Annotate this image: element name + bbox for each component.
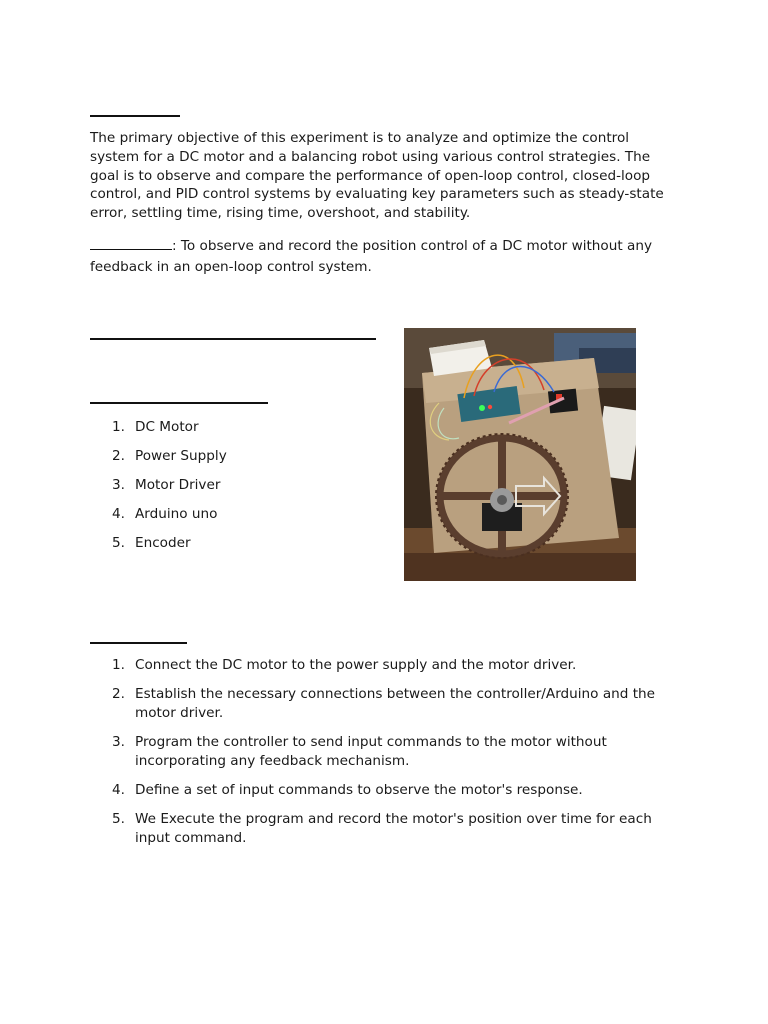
setup-photo xyxy=(404,328,636,581)
motor-setup-illustration xyxy=(404,328,636,581)
procedure-step: We Execute the program and record the motor's position over time for each input command. xyxy=(135,811,652,846)
list-item: 3. Motor Driver xyxy=(112,477,221,493)
objective-paragraph: The primary objective of this experiment is to analyze and optimize the control system for a DC motor and a balancing robot using various control strategies. The goal is to observe and compare the performance of open-loop control, closed-loop control, and PID control systems by evaluating key parameters such as steady-state error, settling time, rising time, overshoot, and stability. xyxy=(90,130,664,222)
open-loop-aim-text: : To observe and record the position control of a DC motor without any feedback in an open-loop control system. xyxy=(90,238,653,275)
component-label: DC Motor xyxy=(135,419,199,435)
components-list xyxy=(90,418,370,563)
heading-rule-objective xyxy=(90,115,180,117)
list-item: 3. Program the controller to send input commands to the motor without incorporating any feedback mechanism. xyxy=(112,734,607,769)
list-item: 5. Encoder xyxy=(112,535,191,551)
open-loop-aim xyxy=(90,236,680,278)
procedure-list xyxy=(90,656,680,858)
component-label: Arduino uno xyxy=(135,506,218,522)
procedure-step: Define a set of input commands to observe the motor's response. xyxy=(135,782,583,798)
list-item: 1. Connect the DC motor to the power supply and the motor driver. xyxy=(112,657,577,673)
list-item: 2. Power Supply xyxy=(112,448,227,464)
component-label: Encoder xyxy=(135,535,191,551)
list-item: 5. We Execute the program and record the motor's position over time for each input command. xyxy=(112,811,652,846)
list-item: 2. Establish the necessary connections between the controller/Arduino and the motor driver. xyxy=(112,686,656,721)
component-label: Power Supply xyxy=(135,448,227,464)
list-item: 4. Define a set of input commands to observe the motor's response. xyxy=(112,782,583,798)
heading-rule-setup xyxy=(90,338,376,340)
inline-heading-rule xyxy=(90,239,172,250)
procedure-step: Program the controller to send input commands to the motor without incorporating any feedback mechanism. xyxy=(135,734,607,769)
heading-rule-components xyxy=(90,402,268,404)
procedure-step: Establish the necessary connections between the controller/Arduino and the motor driver. xyxy=(135,686,656,721)
list-item: 1. DC Motor xyxy=(112,419,199,435)
procedure-step: Connect the DC motor to the power supply and the motor driver. xyxy=(135,657,577,673)
component-label: Motor Driver xyxy=(135,477,221,493)
list-item: 4. Arduino uno xyxy=(112,506,218,522)
heading-rule-procedure xyxy=(90,642,187,644)
